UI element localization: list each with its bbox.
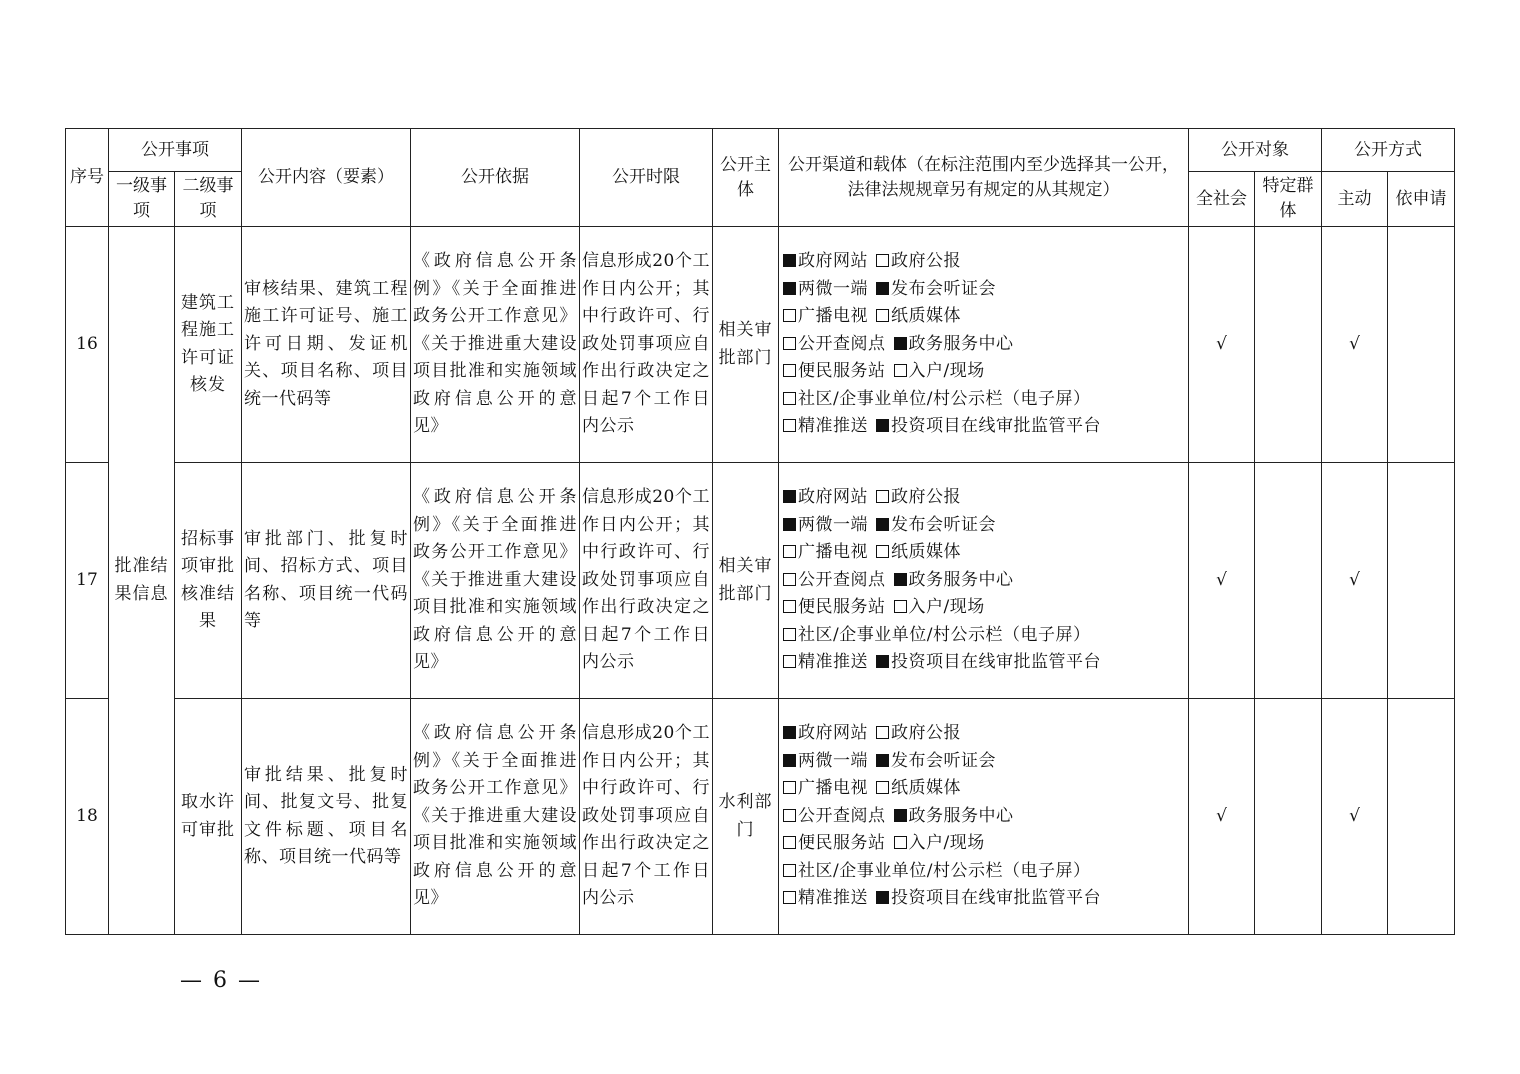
row-channels — [779, 227, 1189, 463]
unchecked-box-icon — [783, 364, 796, 377]
unchecked-box-icon — [876, 545, 889, 558]
checked-box-icon — [876, 754, 889, 767]
channel-option — [894, 358, 985, 386]
channel-option — [783, 303, 868, 331]
row-deadline: 信息形成20个工作日内公开；其中行政许可、行政处罚事项应自作出行政决定之日起7个工作日内公示 — [580, 463, 713, 699]
channel-option-label: 入户/现场 — [908, 597, 985, 618]
row-content: 审批部门、批复时间、招标方式、项目名称、项目统一代码等 — [242, 463, 411, 699]
unchecked-box-icon — [894, 600, 907, 613]
table-row — [66, 699, 1455, 935]
channel-option — [876, 303, 961, 331]
row-target-all — [1189, 699, 1255, 935]
channel-option-label: 两微一端 — [798, 514, 868, 535]
checked-box-icon — [783, 490, 796, 503]
row-mode-active — [1322, 227, 1388, 463]
channel-option — [876, 748, 996, 776]
row-basis: 《政府信息公开条例》《关于全面推进政务公开工作意见》《关于推进重大建设项目批准和实施领域政府信息公开的意见》 — [411, 227, 580, 463]
row-content: 审核结果、建筑工程施工许可证号、施工许可日期、发证机关、项目名称、项目统一代码等 — [242, 227, 411, 463]
channel-option-label: 政务服务中心 — [908, 805, 1014, 826]
channel-option-label: 政府网站 — [798, 251, 868, 272]
unchecked-box-icon — [876, 726, 889, 739]
unchecked-box-icon — [783, 781, 796, 794]
header-target-all: 全社会 — [1189, 172, 1255, 227]
row-target-all — [1189, 463, 1255, 699]
unchecked-box-icon — [783, 809, 796, 822]
channel-option — [783, 386, 1090, 414]
channel-option-label: 发布会听证会 — [891, 278, 996, 299]
header-mode-request: 依申请 — [1388, 172, 1455, 227]
channel-option-label: 政府网站 — [798, 723, 868, 744]
channel-option — [876, 276, 996, 304]
channel-option — [894, 803, 1014, 831]
channel-option-label: 两微一端 — [798, 278, 868, 299]
channel-option — [783, 858, 1090, 886]
channel-option — [876, 512, 996, 540]
channel-option-label: 政务服务中心 — [908, 569, 1014, 590]
channel-option — [894, 594, 985, 622]
channel-line — [783, 720, 1184, 748]
header-channel: 公开渠道和载体（在标注范围内至少选择其一公开，法律法规规章另有规定的从其规定） — [779, 129, 1189, 227]
row-basis: 《政府信息公开条例》《关于全面推进政务公开工作意见》《关于推进重大建设项目批准和实施领域政府信息公开的意见》 — [411, 699, 580, 935]
channel-option-label: 政府公报 — [891, 251, 961, 272]
channel-option-label: 精准推送 — [798, 416, 868, 437]
checked-box-icon — [783, 518, 796, 531]
channel-option-label: 纸质媒体 — [891, 542, 961, 563]
channel-option-label: 社区/企事业单位/村公示栏（电子屏） — [798, 860, 1091, 881]
channel-option-label: 政务服务中心 — [908, 333, 1014, 354]
row-mode-request — [1388, 699, 1455, 935]
row-deadline: 信息形成20个工作日内公开；其中行政许可、行政处罚事项应自作出行政决定之日起7个工作日内公示 — [580, 227, 713, 463]
channel-option-label: 便民服务站 — [798, 597, 886, 618]
channel-option-label: 精准推送 — [798, 888, 868, 909]
channel-option-label: 政府公报 — [891, 723, 961, 744]
channel-line — [783, 413, 1184, 441]
channel-option — [783, 539, 868, 567]
unchecked-box-icon — [876, 781, 889, 794]
channel-line — [783, 885, 1184, 913]
unchecked-box-icon — [876, 254, 889, 267]
channel-option-label: 精准推送 — [798, 652, 868, 673]
table-row — [66, 463, 1455, 699]
header-target-group: 公开对象 — [1189, 129, 1322, 172]
channel-option-label: 发布会听证会 — [891, 514, 996, 535]
checked-box-icon — [876, 655, 889, 668]
channel-option-label: 政府公报 — [891, 487, 961, 508]
channel-option — [876, 539, 961, 567]
row-level2: 建筑工程施工许可证核发 — [175, 227, 242, 463]
row-mode-request — [1388, 463, 1455, 699]
checkmark-icon: √ — [1349, 805, 1360, 826]
channel-option — [783, 276, 868, 304]
row-target-specific — [1255, 699, 1322, 935]
header-items-group: 公开事项 — [109, 129, 242, 172]
checked-box-icon — [876, 891, 889, 904]
unchecked-box-icon — [783, 836, 796, 849]
unchecked-box-icon — [783, 309, 796, 322]
unchecked-box-icon — [783, 628, 796, 641]
channel-option — [894, 567, 1014, 595]
disclosure-table — [65, 128, 1455, 935]
checkmark-icon: √ — [1216, 569, 1227, 590]
unchecked-box-icon — [783, 573, 796, 586]
channel-option — [783, 331, 886, 359]
row-content: 审批结果、批复时间、批复文号、批复文件标题、项目名称、项目统一代码等 — [242, 699, 411, 935]
header-deadline: 公开时限 — [580, 129, 713, 227]
channel-option — [783, 413, 868, 441]
checked-box-icon — [894, 809, 907, 822]
channel-option-label: 公开查阅点 — [798, 333, 886, 354]
channel-option — [783, 358, 886, 386]
header-subject: 公开主体 — [713, 129, 779, 227]
channel-line — [783, 567, 1184, 595]
channel-option-label: 公开查阅点 — [798, 805, 886, 826]
channel-option-label: 社区/企事业单位/村公示栏（电子屏） — [798, 388, 1091, 409]
channel-option-label: 纸质媒体 — [891, 778, 961, 799]
channel-line — [783, 803, 1184, 831]
channel-line — [783, 512, 1184, 540]
channel-option-label: 入户/现场 — [908, 361, 985, 382]
checked-box-icon — [894, 573, 907, 586]
channel-option — [876, 775, 961, 803]
row-level1: 批准结果信息 — [109, 227, 175, 935]
channel-option-label: 广播电视 — [798, 306, 868, 327]
unchecked-box-icon — [894, 836, 907, 849]
channel-option-label: 社区/企事业单位/村公示栏（电子屏） — [798, 624, 1091, 645]
channel-line — [783, 539, 1184, 567]
header-mode-group: 公开方式 — [1322, 129, 1455, 172]
channel-line — [783, 358, 1184, 386]
channel-line — [783, 594, 1184, 622]
channel-option-label: 便民服务站 — [798, 361, 886, 382]
row-channels — [779, 699, 1189, 935]
row-basis: 《政府信息公开条例》《关于全面推进政务公开工作意见》《关于推进重大建设项目批准和实施领域政府信息公开的意见》 — [411, 463, 580, 699]
channel-line — [783, 386, 1184, 414]
unchecked-box-icon — [783, 600, 796, 613]
row-channels — [779, 463, 1189, 699]
channel-option-label: 入户/现场 — [908, 833, 985, 854]
row-seq: 18 — [66, 699, 109, 935]
channel-line — [783, 331, 1184, 359]
table-row — [66, 227, 1455, 463]
checked-box-icon — [876, 518, 889, 531]
channel-option — [783, 484, 868, 512]
unchecked-box-icon — [876, 490, 889, 503]
channel-option-label: 发布会听证会 — [891, 750, 996, 771]
header-seq: 序号 — [66, 129, 109, 227]
row-deadline: 信息形成20个工作日内公开；其中行政许可、行政处罚事项应自作出行政决定之日起7个工作日内公示 — [580, 699, 713, 935]
channel-line — [783, 649, 1184, 677]
channel-option — [783, 748, 868, 776]
channel-option-label: 广播电视 — [798, 542, 868, 563]
unchecked-box-icon — [783, 891, 796, 904]
header-basis: 公开依据 — [411, 129, 580, 227]
channel-option — [876, 484, 961, 512]
channel-line — [783, 775, 1184, 803]
channel-option — [876, 248, 961, 276]
channel-line — [783, 622, 1184, 650]
checkmark-icon: √ — [1216, 333, 1227, 354]
channel-option — [783, 803, 886, 831]
row-target-specific — [1255, 463, 1322, 699]
unchecked-box-icon — [783, 419, 796, 432]
header-content: 公开内容（要素） — [242, 129, 411, 227]
unchecked-box-icon — [783, 655, 796, 668]
channel-option-label: 投资项目在线审批监管平台 — [891, 416, 1101, 437]
channel-option — [783, 720, 868, 748]
checkmark-icon: √ — [1216, 805, 1227, 826]
channel-line — [783, 303, 1184, 331]
checked-box-icon — [783, 254, 796, 267]
row-subject: 相关审批部门 — [713, 463, 779, 699]
channel-option — [783, 830, 886, 858]
channel-option-label: 两微一端 — [798, 750, 868, 771]
channel-option-label: 政府网站 — [798, 487, 868, 508]
channel-option-label: 广播电视 — [798, 778, 868, 799]
row-seq: 17 — [66, 463, 109, 699]
channel-line — [783, 748, 1184, 776]
channel-option — [876, 413, 1101, 441]
unchecked-box-icon — [783, 392, 796, 405]
checkmark-icon: √ — [1349, 333, 1360, 354]
row-target-specific — [1255, 227, 1322, 463]
row-mode-active — [1322, 463, 1388, 699]
channel-line — [783, 858, 1184, 886]
checked-box-icon — [894, 337, 907, 350]
channel-line — [783, 276, 1184, 304]
channel-option — [783, 775, 868, 803]
unchecked-box-icon — [783, 864, 796, 877]
channel-option-label: 公开查阅点 — [798, 569, 886, 590]
channel-option — [783, 594, 886, 622]
unchecked-box-icon — [783, 337, 796, 350]
checked-box-icon — [783, 726, 796, 739]
channel-option — [783, 622, 1090, 650]
row-level2: 招标事项审批核准结果 — [175, 463, 242, 699]
row-level2: 取水许可审批 — [175, 699, 242, 935]
channel-line — [783, 484, 1184, 512]
channel-option — [894, 331, 1014, 359]
header-level1: 一级事项 — [109, 172, 175, 227]
channel-line — [783, 248, 1184, 276]
row-target-all — [1189, 227, 1255, 463]
channel-option-label: 便民服务站 — [798, 833, 886, 854]
unchecked-box-icon — [783, 545, 796, 558]
page-number: — 6 — — [180, 968, 262, 993]
channel-option — [783, 885, 868, 913]
channel-option — [876, 649, 1101, 677]
checked-box-icon — [876, 282, 889, 295]
channel-option — [783, 512, 868, 540]
channel-option — [783, 567, 886, 595]
channel-option-label: 投资项目在线审批监管平台 — [891, 652, 1101, 673]
checked-box-icon — [783, 754, 796, 767]
checked-box-icon — [783, 282, 796, 295]
unchecked-box-icon — [876, 309, 889, 322]
row-subject: 水利部门 — [713, 699, 779, 935]
checked-box-icon — [876, 419, 889, 432]
channel-option-label: 投资项目在线审批监管平台 — [891, 888, 1101, 909]
checkmark-icon: √ — [1349, 569, 1360, 590]
channel-option — [876, 720, 961, 748]
channel-option-label: 纸质媒体 — [891, 306, 961, 327]
row-seq: 16 — [66, 227, 109, 463]
row-mode-request — [1388, 227, 1455, 463]
header-target-specific: 特定群体 — [1255, 172, 1322, 227]
row-subject: 相关审批部门 — [713, 227, 779, 463]
channel-option — [783, 649, 868, 677]
channel-option — [783, 248, 868, 276]
channel-line — [783, 830, 1184, 858]
header-level2: 二级事项 — [175, 172, 242, 227]
unchecked-box-icon — [894, 364, 907, 377]
row-mode-active — [1322, 699, 1388, 935]
channel-option — [894, 830, 985, 858]
header-mode-active: 主动 — [1322, 172, 1388, 227]
channel-option — [876, 885, 1101, 913]
